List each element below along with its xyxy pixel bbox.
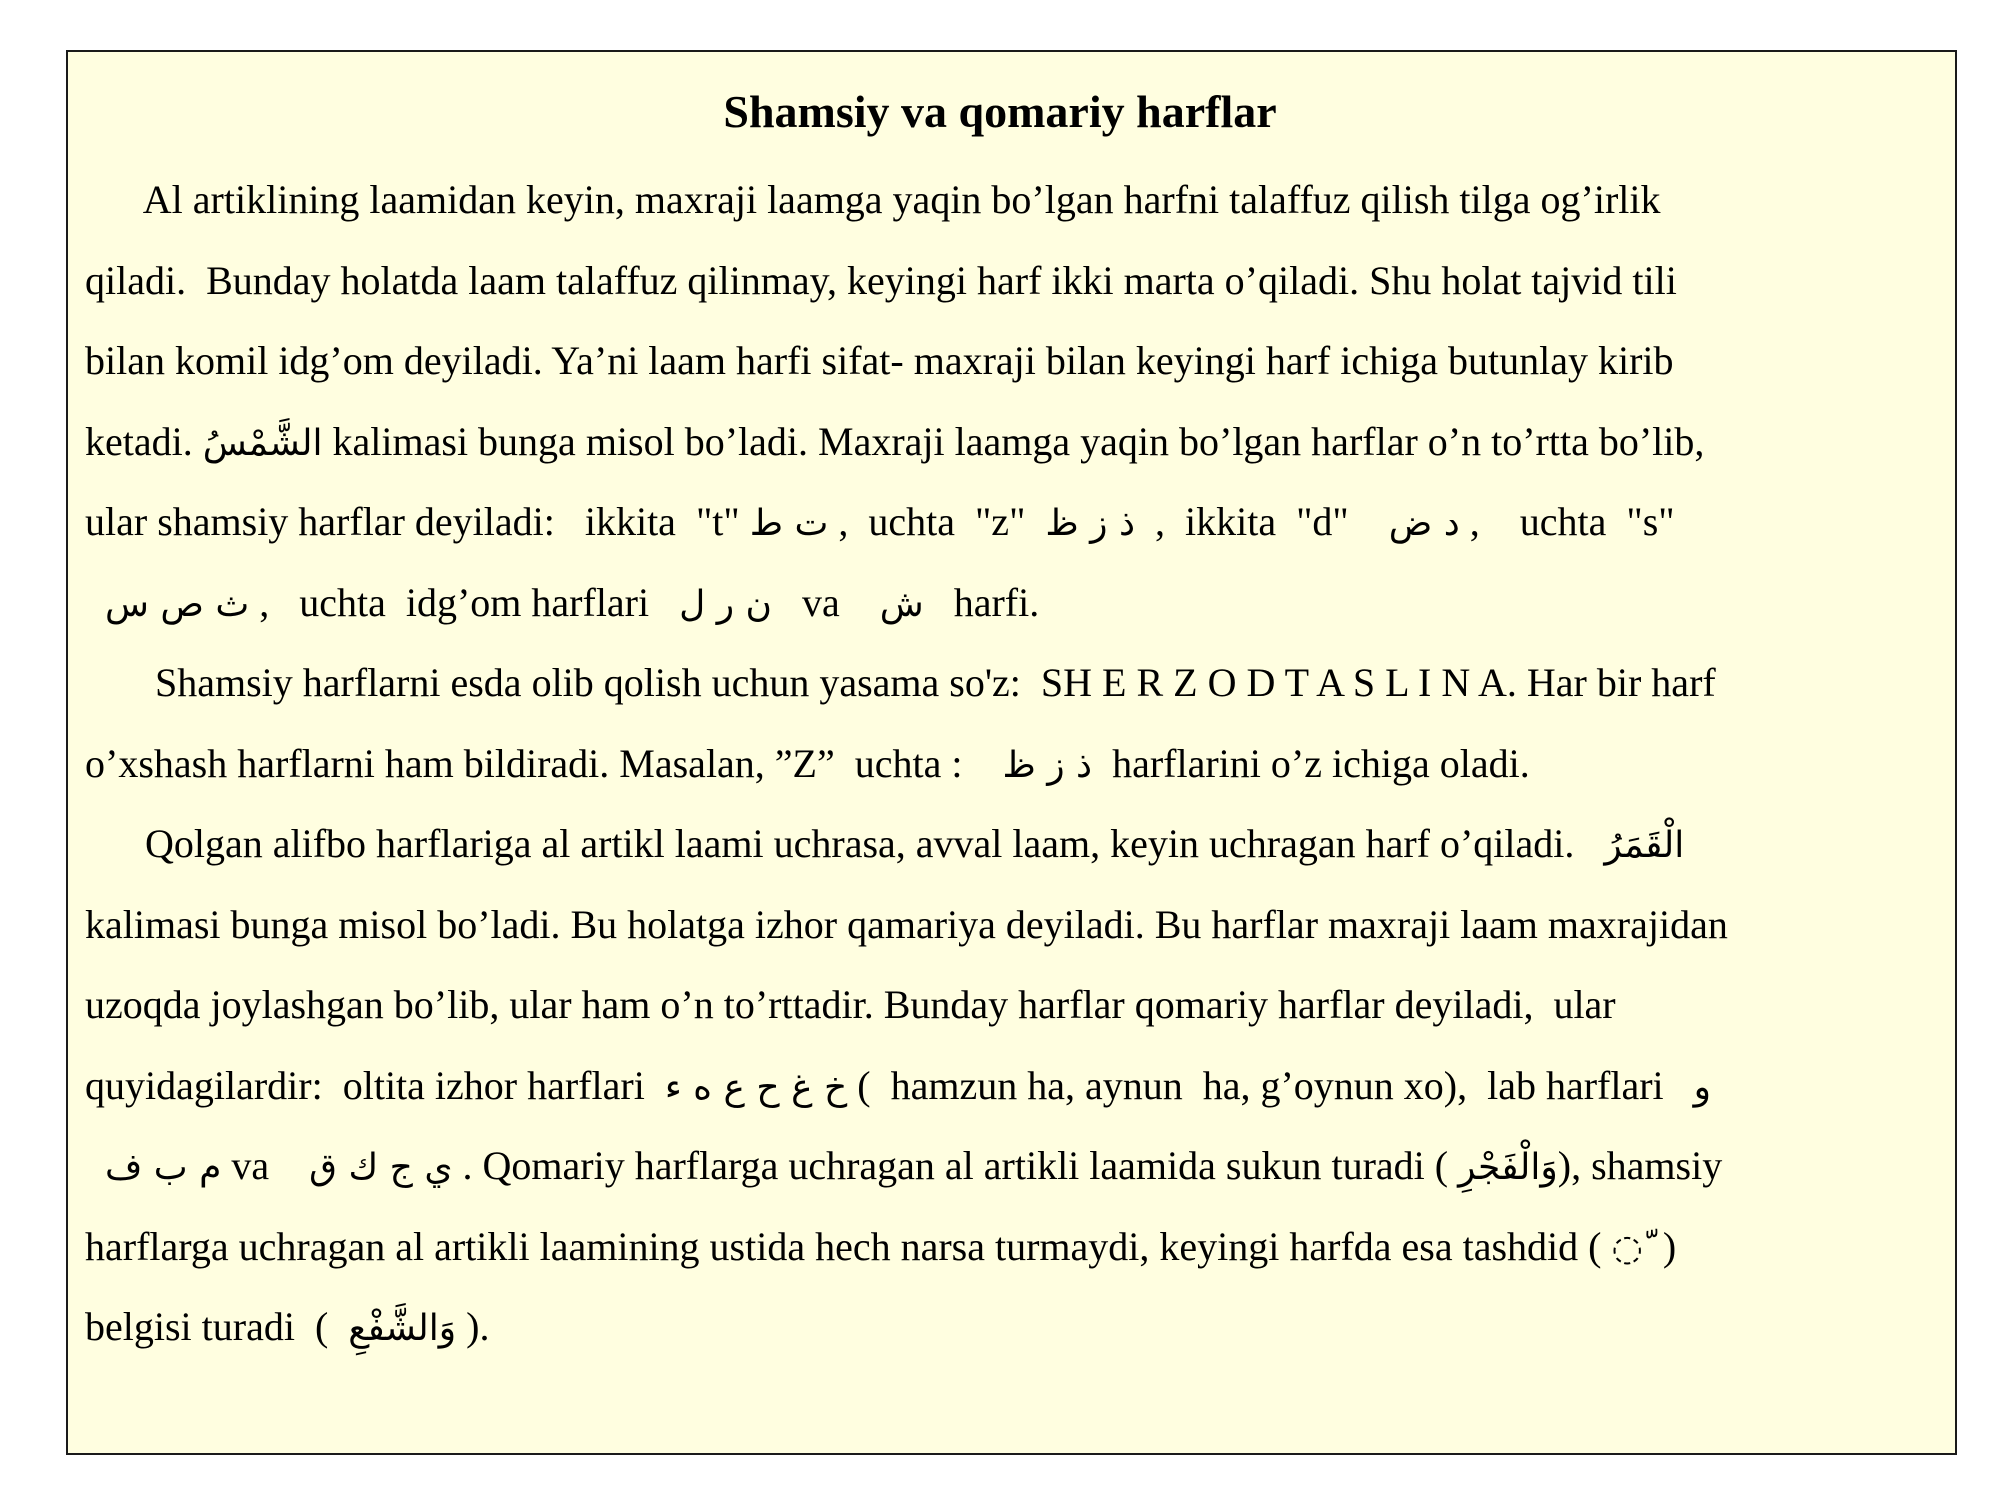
text-segment: kalimasi bunga misol bo’ladi. Maxraji laamga yaqin bo’lgan harflar o’n to’rtta bo’lib, — [322, 418, 1705, 464]
text-line — [85, 251, 1945, 311]
text-segment: va — [772, 579, 880, 625]
arabic-text: ّ◌ — [1611, 1227, 1643, 1269]
text-segment: uzoqda joylashgan bo’lib, ular ham o’n to’rttadir. Bunday harflar qomariy harflar deyiladi, ular — [85, 982, 1616, 1027]
text-segment: qiladi. Bunday holatda laam talaffuz qilinmay, keyingi harf ikki marta o’qiladi. Shu holat tajvid tili — [85, 257, 1677, 303]
text-line — [85, 1297, 1945, 1357]
text-line — [85, 170, 1945, 230]
text-segment: ). — [456, 1304, 490, 1349]
arabic-text: ث ص س — [105, 583, 250, 625]
arabic-text: ذ ز ظ — [1002, 744, 1093, 786]
text-segment: ( hamzun ha, aynun ha, g’oynun xo), lab harflari — [847, 1062, 1694, 1108]
arabic-text: ذ ز ظ — [1045, 503, 1135, 544]
text-line — [85, 492, 1945, 552]
text-segment: , ikkita "d" — [1135, 499, 1389, 544]
text-line — [85, 331, 1945, 391]
text-segment: harflarga uchragan al artikli laamining ustida hech narsa turmaydi, keyingi harfda esa tashdid ( — [85, 1223, 1612, 1269]
text-line — [85, 1217, 1945, 1277]
arabic-text: ش — [879, 583, 924, 625]
arabic-text: ت ط — [749, 503, 829, 544]
text-line — [85, 734, 1945, 794]
text-segment: , uchta "z" — [828, 499, 1046, 544]
text-segment: harflarini o’z ichiga oladi. — [1092, 740, 1530, 786]
text-segment: , uchta "s" — [1459, 499, 1675, 544]
arabic-text: ن ر ل — [679, 583, 772, 625]
text-segment: va — [221, 1143, 310, 1188]
text-segment: Al artiklining laamidan keyin, maxraji laamga yaqin bo’lgan harfni talaffuz qilish tilga og’irlik — [85, 177, 1661, 222]
text-line — [85, 1056, 1945, 1116]
text-segment: . Qomariy harflarga uchragan al artikli laamida sukun turadi ( — [452, 1143, 1459, 1188]
text-line — [85, 814, 1945, 874]
text-segment — [85, 1143, 105, 1188]
arabic-text: وَالْفَجْرِ — [1458, 1147, 1558, 1188]
text-segment: kalimasi bunga misol bo’ladi. Bu holatga izhor qamariya deyiladi. Bu harflar maxraji laam maxrajidan — [85, 901, 1728, 947]
arabic-text: د ض — [1388, 503, 1460, 544]
text-line — [85, 653, 1945, 713]
text-segment: ketadi. — [85, 418, 203, 464]
text-line — [85, 975, 1945, 1035]
arabic-text: الْقَمَرُ — [1604, 825, 1685, 866]
text-segment: harfi. — [923, 579, 1040, 625]
arabic-text: و — [1693, 1066, 1712, 1108]
text-segment: bilan komil idg’om deyiladi. Ya’ni laam harfi sifat- maxraji bilan keyingi harf ichiga butunlay kirib — [85, 338, 1674, 383]
document-title: Shamsiy va qomariy harflar — [723, 86, 1277, 137]
arabic-text: خ غ ح ع ه ء — [664, 1066, 848, 1108]
text-segment: o’xshash harflarni ham bildiradi. Masalan, ”Z” uchta : — [85, 740, 1003, 786]
arabic-text: م ب ف — [105, 1147, 222, 1188]
text-line — [85, 895, 1945, 955]
arabic-text: ي ج ك ق — [309, 1147, 453, 1188]
text-segment: , uchta idg’om harflari — [249, 579, 680, 625]
text-segment: ular shamsiy harflar deyiladi: ikkita "t" — [85, 499, 750, 544]
arabic-text: وَالشَّفْعِ — [348, 1308, 457, 1349]
text-segment: ) — [1642, 1223, 1677, 1269]
text-segment: ), shamsiy — [1557, 1143, 1723, 1188]
text-segment: quyidagilardir: oltita izhor harflari — [85, 1062, 665, 1108]
text-segment: belgisi turadi ( — [85, 1304, 349, 1349]
text-line — [85, 412, 1945, 472]
text-line — [85, 573, 1945, 633]
text-segment: Qolgan alifbo harflariga al artikl laami uchrasa, avval laam, keyin uchragan harf o’qiladi. — [85, 821, 1605, 866]
arabic-text: الشَّمْسُ — [202, 422, 323, 464]
text-segment: Shamsiy harflarni esda olib qolish uchun yasama so'z: SH E R Z O D T A S L I N A. Har bir harf — [85, 660, 1716, 705]
text-segment — [85, 580, 105, 625]
text-line — [85, 1136, 1945, 1196]
